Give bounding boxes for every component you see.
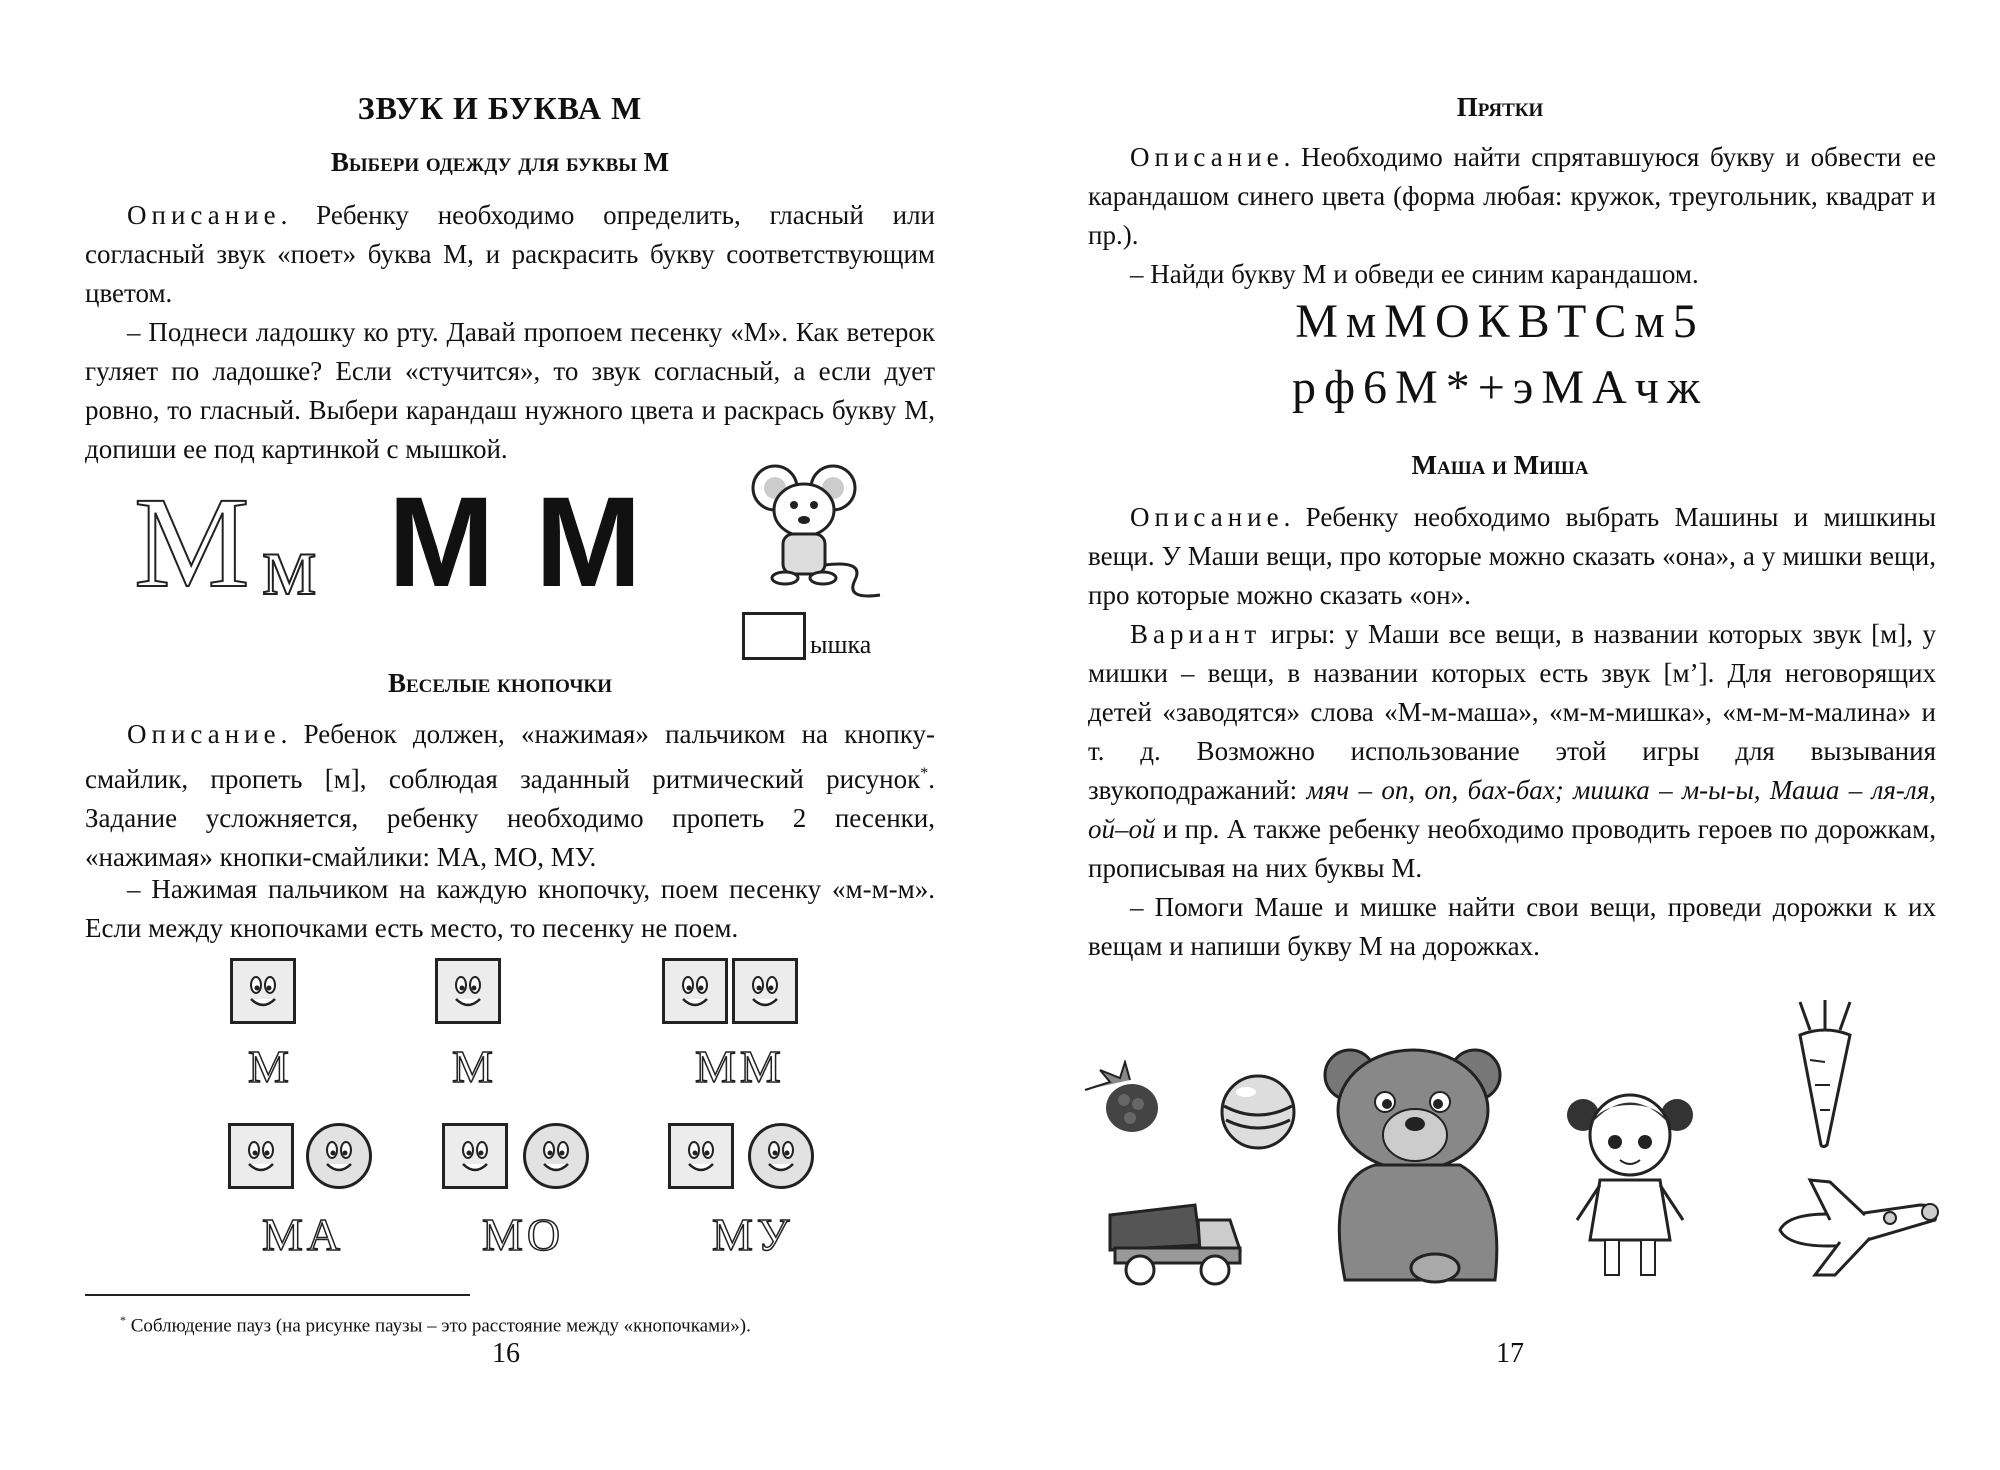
smiley-button[interactable] <box>662 958 728 1024</box>
carrot-icon <box>1785 1000 1865 1150</box>
buttons-description-paragraph <box>85 715 935 877</box>
girl-masha-icon <box>1565 1080 1695 1285</box>
instruction-paragraph: – Поднеси ладошку ко рту. Давай пропоем песенку «М». Как ветерок гуляет по ладошке? Если «стучится», то звук согласный, а если дует ровно, то гласный. Выбери карандаш нужного цвета и раскрась букву М, допиши ее под картинкой с мышкой. <box>85 317 935 464</box>
airplane-icon <box>1770 1170 1945 1280</box>
right-page <box>1000 0 2000 1470</box>
bold-letter-m-1: М <box>388 471 495 614</box>
section-title-hide-seek: Прятки <box>1456 92 1544 122</box>
description-paragraph <box>85 196 935 313</box>
smiley-icon <box>453 1134 497 1178</box>
variant-paragraph <box>1088 615 1936 888</box>
smiley-icon <box>743 969 787 1013</box>
smiley-button[interactable] <box>668 1123 734 1189</box>
buttons-description-rest: . Задание усложняется, ребенку необходимо пропеть 2 песенки, «нажимая» кнопки-смайлики: МА, МО, МУ. <box>85 764 935 872</box>
syllable-label: МА <box>262 1209 345 1260</box>
mouse-icon <box>745 460 895 605</box>
section-title-masha-misha: Маша и Миша <box>1411 450 1589 480</box>
ball-icon <box>1218 1072 1298 1152</box>
raspberry-icon <box>1080 1060 1170 1140</box>
page-number-right: 17 <box>1496 1338 1524 1369</box>
variant-text: игры: у Маши все вещи, в названии которых звук [м], у мишки – вещи, в названии которых есть звук [м’]. Для неговорящих детей «заводятся» слова «М-м-маша», «м-м-мишка», «м-м-м-малина» и т. д. Возможно использование этой игры для вызывания звукоподражаний: <box>1088 619 1936 805</box>
footnote-marker: * <box>920 765 929 782</box>
button-label: М <box>248 1041 293 1092</box>
smiley-icon <box>446 969 490 1013</box>
smiley-button[interactable] <box>228 1123 294 1189</box>
masha-description-text: . Ребенку необходимо выбрать Машины и мишкины вещи. У Маши вещи, про которые можно сказать «она», а у мишки вещи, про которые можно сказать «он». <box>1088 502 1936 610</box>
hide-seek-description <box>1088 138 1936 255</box>
bear-icon <box>1315 1040 1515 1290</box>
button-label: М <box>452 1041 497 1092</box>
variant-text-end: и пр. А также ребенку необходимо проводить героев по дорожкам, прописывая на них буквы М. <box>1088 814 1936 883</box>
mouse-word: ышка <box>810 630 872 659</box>
smiley-icon <box>317 1134 361 1178</box>
smiley-icon <box>673 969 717 1013</box>
syllable-label: МО <box>482 1209 565 1260</box>
smiley-button[interactable] <box>435 958 501 1024</box>
hide-seek-text: . Необходимо найти спрятавшуюся букву и обвести ее карандашом синего цвета (форма любая: кружок, треугольник, квадрат и пр.). <box>1088 142 1936 250</box>
hide-seek-instruction: – Найди букву М и обведи ее синим карандашом. <box>1130 259 1699 289</box>
smiley-button[interactable] <box>732 958 798 1024</box>
smiley-icon <box>679 1134 723 1178</box>
buttons-description-label: Описание <box>127 719 281 749</box>
outline-capital-m: М <box>134 471 250 615</box>
syllable-label: МУ <box>712 1209 794 1260</box>
masha-description-label: Описание <box>1130 502 1284 532</box>
description-label: Описание <box>127 200 281 230</box>
variant-label: Вариант <box>1130 619 1262 649</box>
variant-italic: мяч – оп, оп, бах-бах; мишка – м-ы-ы, Маша – ля-ля, ой–ой <box>1088 775 1936 844</box>
footnote-text: Соблюдение пауз (на рисунке паузы – это расстояние между «кнопочками»). <box>130 1315 751 1337</box>
buttons-description-text: . Ребенок должен, «нажимая» пальчиком на кнопку-смайлик, пропеть [м], соблюдая заданный ритмический рисунок <box>85 719 935 794</box>
smiley-round-button[interactable] <box>306 1123 372 1189</box>
smiley-round-button[interactable] <box>748 1123 814 1189</box>
truck-icon <box>1100 1190 1250 1290</box>
outline-small-m: м <box>262 517 317 613</box>
smiley-button[interactable] <box>442 1123 508 1189</box>
section-title-buttons: Веселые кнопочки <box>388 668 612 698</box>
masha-description <box>1088 498 1936 615</box>
masha-instruction: – Помоги Маше и мишке найти свои вещи, проведи дорожки к их вещам и напиши букву М на дорожках. <box>1088 892 1936 961</box>
footnote-divider <box>85 1294 470 1296</box>
buttons-instruction-paragraph: – Нажимая пальчиком на каждую кнопочку, поем песенку «м-м-м». Если между кнопочками есть место, то песенку не поем. <box>85 874 935 943</box>
footnote-star: * <box>120 1313 126 1327</box>
letter-answer-box[interactable] <box>742 612 806 660</box>
smiley-icon <box>241 969 285 1013</box>
button-label: ММ <box>695 1041 785 1092</box>
letter-sequence-2: рф6М*+эМАчж <box>1291 361 1709 414</box>
section-title-clothes: Выбери одежду для буквы М <box>330 147 670 177</box>
smiley-button[interactable] <box>230 958 296 1024</box>
footnote <box>120 1313 751 1337</box>
bold-letter-m-2: М <box>535 471 642 614</box>
letter-sequence-1: МмМОКВТСм5 <box>1295 295 1705 348</box>
smiley-round-button[interactable] <box>523 1123 589 1189</box>
smiley-icon <box>534 1134 578 1178</box>
page-number-left: 16 <box>492 1338 520 1369</box>
hide-seek-label: Описание <box>1130 142 1284 172</box>
smiley-icon <box>759 1134 803 1178</box>
page-heading: ЗВУК И БУКВА М <box>357 90 643 126</box>
smiley-icon <box>239 1134 283 1178</box>
description-text: . Ребенку необходимо определить, гласный или согласный звук «поет» буква М, и раскрасить букву соответствующим цветом. <box>85 200 935 308</box>
